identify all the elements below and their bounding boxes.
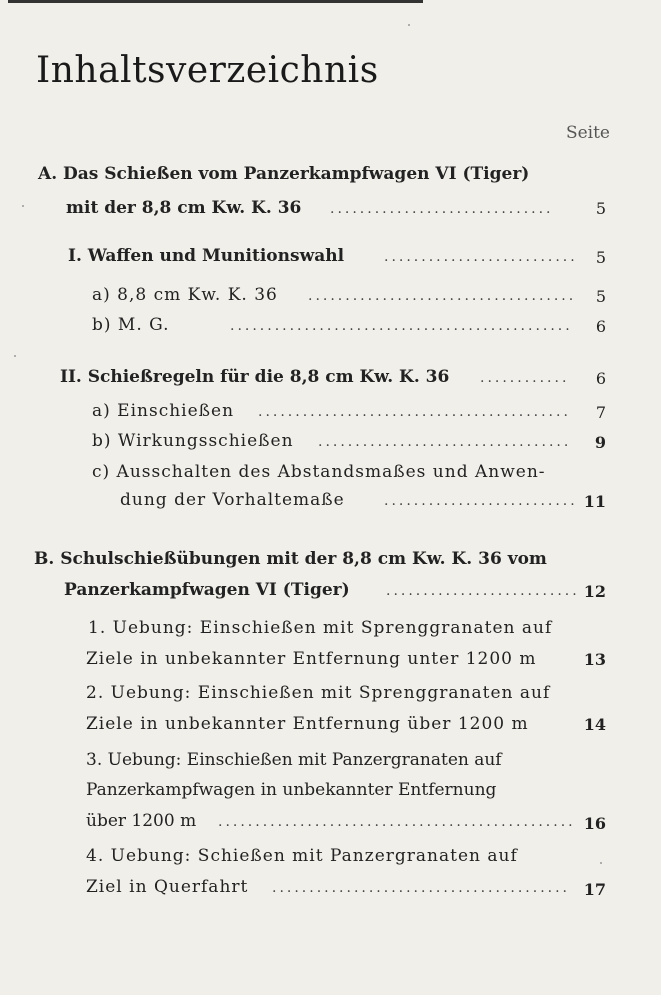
scan-speck [14,355,16,357]
leader-dots: .................................... [308,288,577,304]
section-a1a-label: a) 8,8 cm Kw. K. 36 [92,285,278,305]
section-a1b-page: 6 [595,317,606,336]
exercise1-page: 13 [583,650,606,669]
section-a1-page: 5 [595,248,606,267]
section-a2c-line2: dung der Vorhaltemaße [120,490,345,510]
section-a-line2: mit der 8,8 cm Kw. K. 36 [66,198,302,218]
leader-dots: .......................... [384,493,578,509]
section-a2-label: II. Schießregeln für die 8,8 cm Kw. K. 36 [60,367,450,387]
exercise2-line2: Ziele in unbekannter Entfernung über 1200 m [86,714,529,734]
leader-dots: .............................. [330,201,554,217]
section-a2a-page: 7 [595,403,606,422]
leader-dots: ................................................ [218,814,576,830]
exercise3-line1: 3. Uebung: Einschießen mit Panzergranaten auf [86,750,502,770]
exercise1-line2: Ziele in unbekannter Entfernung unter 1200 m [86,649,537,669]
leader-dots: ............ [480,370,570,386]
leader-dots: .......................... [386,583,580,599]
leader-dots: .................................. [318,434,572,450]
exercise4-page: 17 [583,880,606,899]
leader-dots: .......................................... [258,404,571,420]
scan-speck [600,862,602,864]
section-a2b-page: 9 [594,433,606,452]
leader-dots: ........................................ [272,880,571,896]
scan-speck [22,205,24,207]
section-a1b-label: b) M. G. [92,315,170,335]
top-rule [8,0,423,3]
section-b-line2: Panzerkampfwagen VI (Tiger) [64,580,350,600]
exercise1-line1: 1. Uebung: Einschießen mit Sprenggranaten auf [88,618,553,638]
section-a2-page: 6 [595,369,606,388]
exercise2-line1: 2. Uebung: Einschießen mit Sprenggranaten auf [86,683,551,703]
exercise4-line1: 4. Uebung: Schießen mit Panzergranaten auf [86,846,518,866]
section-a2c-page: 11 [583,492,606,511]
exercise2-page: 14 [583,715,606,734]
section-a-page: 5 [595,199,606,218]
section-a2b-label: b) Wirkungsschießen [92,431,294,451]
section-a2a-label: a) Einschießen [92,401,235,421]
section-a1-label: I. Waffen und Munitionswahl [68,246,345,266]
leader-dots: .......................... [384,249,578,265]
toc-title: Inhaltsverzeichnis [36,50,379,91]
section-a-line1: A. Das Schießen vom Panzerkampfwagen VI (Tiger) [38,164,530,184]
exercise3-line3: über 1200 m [86,811,197,831]
leader-dots: .............................................. [230,318,573,334]
section-b-line1: B. Schulschießübungen mit der 8,8 cm Kw. K. 36 vom [34,549,547,569]
exercise3-page: 16 [583,814,606,833]
scan-speck [408,24,410,26]
exercise3-line2: Panzerkampfwagen in unbekannter Entfernung [86,780,497,800]
section-b-page: 12 [583,582,606,601]
page-column-header: Seite [565,123,610,143]
section-a2c-line1: c) Ausschalten des Abstandsmaßes und Anwen- [92,462,546,482]
section-a1a-page: 5 [595,287,606,306]
exercise4-line2: Ziel in Querfahrt [86,877,249,897]
